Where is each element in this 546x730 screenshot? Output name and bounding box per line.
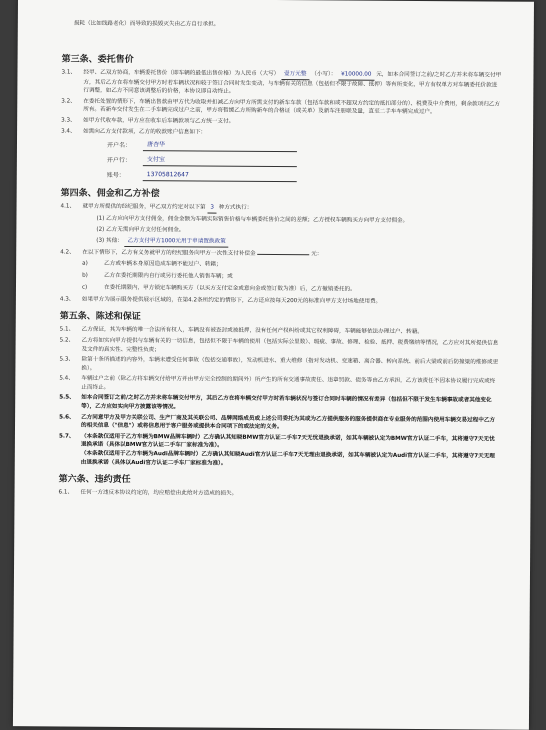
clause-text: 在委托处置的情形下，车辆出售款由甲方代为收取并扣减乙方向甲方所需支付的新车车款（包括车款和或不超双方约定的抵扣部分的）、税费及中介费用，剩余款项归乙方所有。若新车交付发生在二手车辆完成过户之前，甲方将暂缓乙方所购新车的合格证（或关单）及新车注册联及量，直至二手车车辆完成过户。 (83, 98, 501, 116)
clause-number: 6.1、 (58, 489, 74, 496)
clause-text: 乙方同意甲方及甲方关联公司、生产厂商及其关联公司、品牌网络成员或上述公司委托为其或为乙方提供服务的服务提供商在专业服务的范围内使用车辆交易过程中乙方的相关信息（"信息"）或将信息用于客户服务或提供本合同项下的或法定的义务。 (81, 414, 496, 431)
clause-5-7 (59, 432, 499, 469)
account-name-label: 开户名： (106, 141, 132, 150)
clause-number: 4.1、 (60, 203, 76, 210)
clause-3-2 (61, 97, 501, 117)
clause-3-1 (61, 69, 501, 99)
account-number-field: 13705812647 (143, 170, 297, 182)
clause-text: 如果甲方为展示服务提供展示区域的，在第4.2条所约定的情形下，乙方还应按每天200元的标准向甲方支付场地使用费。 (81, 296, 382, 305)
clause-text: 乙方保证，其为车辆的唯一合法所有权人，车辆没有被查封或被抵押，没有任何产权纠纷或其它权利障碍，车辆能够依法办理过户、转籍。 (81, 326, 423, 336)
amount-numeric-field: ¥10000.00 (338, 70, 374, 80)
option-choice-field: 3 (207, 204, 217, 214)
clause-text: （小写）： (311, 71, 337, 78)
clause-number: 4.2、 (60, 249, 75, 256)
account-name-field: 唐杏华 (143, 140, 297, 152)
clause-text: 除第十条所描述的内容外，车辆未遭受任何事故（包括交通事故），发动机进水、重大维修（指对发动机、变速箱、离合器、转向系统、前后大梁或前后防撞梁的维修或更换）。 (81, 356, 499, 372)
clause-5-2 (60, 336, 500, 356)
clause-text: 任何一方违反本协议约定的，均应赔偿由此给对方造成的损失。 (80, 489, 238, 497)
clause-text: 车辆过户之前（除乙方将车辆交付给甲方并由甲方完全控制的期间外）所产生的所有交通事故责任、违章罚款、债务等由乙方承担，乙方该责任不因本协议履行完成或终止而终止。 (81, 375, 496, 391)
clause-text: 就甲方所提供的经纪服务，甲乙双方约定对以下第 (82, 203, 206, 211)
clause-number: 4.3、 (59, 296, 75, 303)
clause-number: 5.1、 (59, 326, 75, 333)
option-2: (2) 乙方无需向甲方支付任何佣金。 (96, 226, 185, 234)
top-note: 损耗（比如线路老化）而导致的损毁灭失由乙方自行承担。 (73, 20, 220, 28)
clause-5-1 (60, 326, 500, 338)
clause-text: 种方式执行： (218, 204, 253, 211)
clause-5-4 (59, 375, 499, 395)
clause-6-1 (59, 489, 499, 501)
clause-text: 如本合同签订之前/之时乙方并未将车辆交付甲方，其后乙方在将车辆交付甲方时若车辆状况与签订合同时车辆的情况有差异（包括但不限于发生车辆事故或者其他变化等），乙方应如实向甲方披露该等情况。 (81, 395, 492, 411)
option-3-label: (3) 其他： (96, 237, 123, 244)
section-6-title: 第六条、违约责任 (58, 474, 131, 486)
contract-content (59, 47, 502, 503)
account-number-label: 账号： (106, 171, 125, 180)
compensation-field (257, 254, 309, 255)
clause-number: 5.2、 (59, 337, 75, 344)
clause-4-3 (60, 295, 500, 307)
clause-number: 5.5、 (59, 394, 75, 402)
account-bank-row (107, 155, 501, 169)
clause-3-4 (61, 127, 501, 139)
clause-text: 元，如本合同签订之前/之时乙方并未将车辆交付甲方，其后乙方在将车辆交付甲方时若车辆状况和较于签订合同时发生变动，与车辆有关的信息（包括但不限于故障、抵押）等有所变化，甲方有权单方对车辆委托价款进行调整，如乙方不同意该调整后的价格，本协议即自动终止。 (83, 71, 502, 95)
clause-5-6 (59, 413, 499, 433)
sub-item-key: c) (81, 284, 88, 291)
account-bank-field: 支付宝 (143, 155, 297, 167)
contract-sheet (13, 0, 534, 730)
option-3-field: 乙方支付甲方1000元用于申请置换政策 (125, 237, 229, 248)
sub-item-text: 乙方或车辆本身原因造成车辆不能过户、转籍； (104, 261, 222, 268)
sub-item-b (82, 272, 500, 284)
account-name-row (107, 140, 501, 154)
sub-item-c (82, 284, 500, 296)
account-number-row (107, 170, 501, 184)
clause-5-3 (59, 356, 499, 376)
section-4-title: 第四条、佣金和乙方补偿 (60, 188, 160, 200)
section-3-title: 第三条、委托售价 (61, 54, 134, 66)
clause-text-bmw: （本条款仅适用于乙方车辆为BMW品牌车辆时）乙方确认其知晓BMW官方认证二手车7天无忧退换承诺，如其车辆被认定为BMW官方认证二手车，其将遵守7天无忧退换承诺（具体以BMW官方认证二手车厂家标准为准）。 (80, 433, 495, 450)
clause-text: 如甲方代收车款，甲方应在收车后车辆款项与乙方统一支付。 (83, 117, 235, 125)
clause-text: 在以下情形下，乙方有义务就甲方的经纪服务向甲方一次性支付补偿金 (82, 249, 256, 257)
clause-5-5 (59, 394, 499, 414)
clause-number: 3.3、 (61, 117, 76, 124)
amount-chinese-field: 壹万元整 (281, 70, 309, 80)
option-3 (96, 237, 500, 250)
option-1: (1) 乙方应向甲方支付佣金，佣金金额为车辆实际销售价格与车辆委托售价之间的差额；乙方授权车辆购买方向甲方支付佣金。 (96, 215, 409, 224)
account-bank-label: 开户行： (106, 156, 131, 165)
clause-text: 如需向乙方支付款项，乙方的收款账户信息如下： (83, 128, 207, 136)
clause-3-3 (61, 116, 501, 128)
clause-number: 5.6、 (59, 414, 75, 421)
sub-item-text: 在委托期限内，甲方锁定车辆购买方（以买方支付定金或意向金或签订数为准）后，乙方撤销委托的。 (103, 284, 356, 293)
clause-4-2 (60, 248, 500, 260)
clause-4-1 (61, 203, 501, 216)
section-5-title: 第五条、陈述和保证 (59, 311, 141, 323)
clause-number: 3.4、 (61, 128, 76, 135)
clause-number: 5.3、 (59, 356, 75, 363)
sub-item-key: a) (82, 260, 88, 268)
clause-text-audi: （本条款仅适用于乙方车辆为Audi品牌车辆时）乙方确认其知晓Audi官方认证二手车7天无理由退换承诺，如其车辆被认定为Audi官方认证二手车，其将遵守7天无理由退换承诺（具体以Audi官方认证二手车厂家标准为准）。 (80, 450, 495, 467)
sub-item-a (82, 260, 500, 272)
clause-number: 3.1、 (61, 69, 77, 76)
clause-number: 5.7、 (58, 433, 75, 440)
clause-number: 5.4、 (59, 375, 74, 382)
clause-text: 元： (311, 251, 323, 258)
sub-item-key: b) (82, 272, 88, 279)
clause-text: 乙方将如实向甲方提供与车辆有关的一切信息，包括但不限于车辆的使用（包括实际公里数）、瑕疵、事故、修理、检验、抵押、税费缴纳等情况，乙方应对其所提供信息及文件的真实性、完整性负责； (81, 337, 499, 353)
clause-number: 3.2、 (61, 98, 76, 105)
sub-item-text: 乙方在委托期限内自行或另行委托他人销售车辆；或 (104, 272, 233, 280)
clause-text: 经甲、乙双方协商，车辆委托售价（即车辆的最低出售价格）为人民币（大写） (83, 69, 280, 78)
